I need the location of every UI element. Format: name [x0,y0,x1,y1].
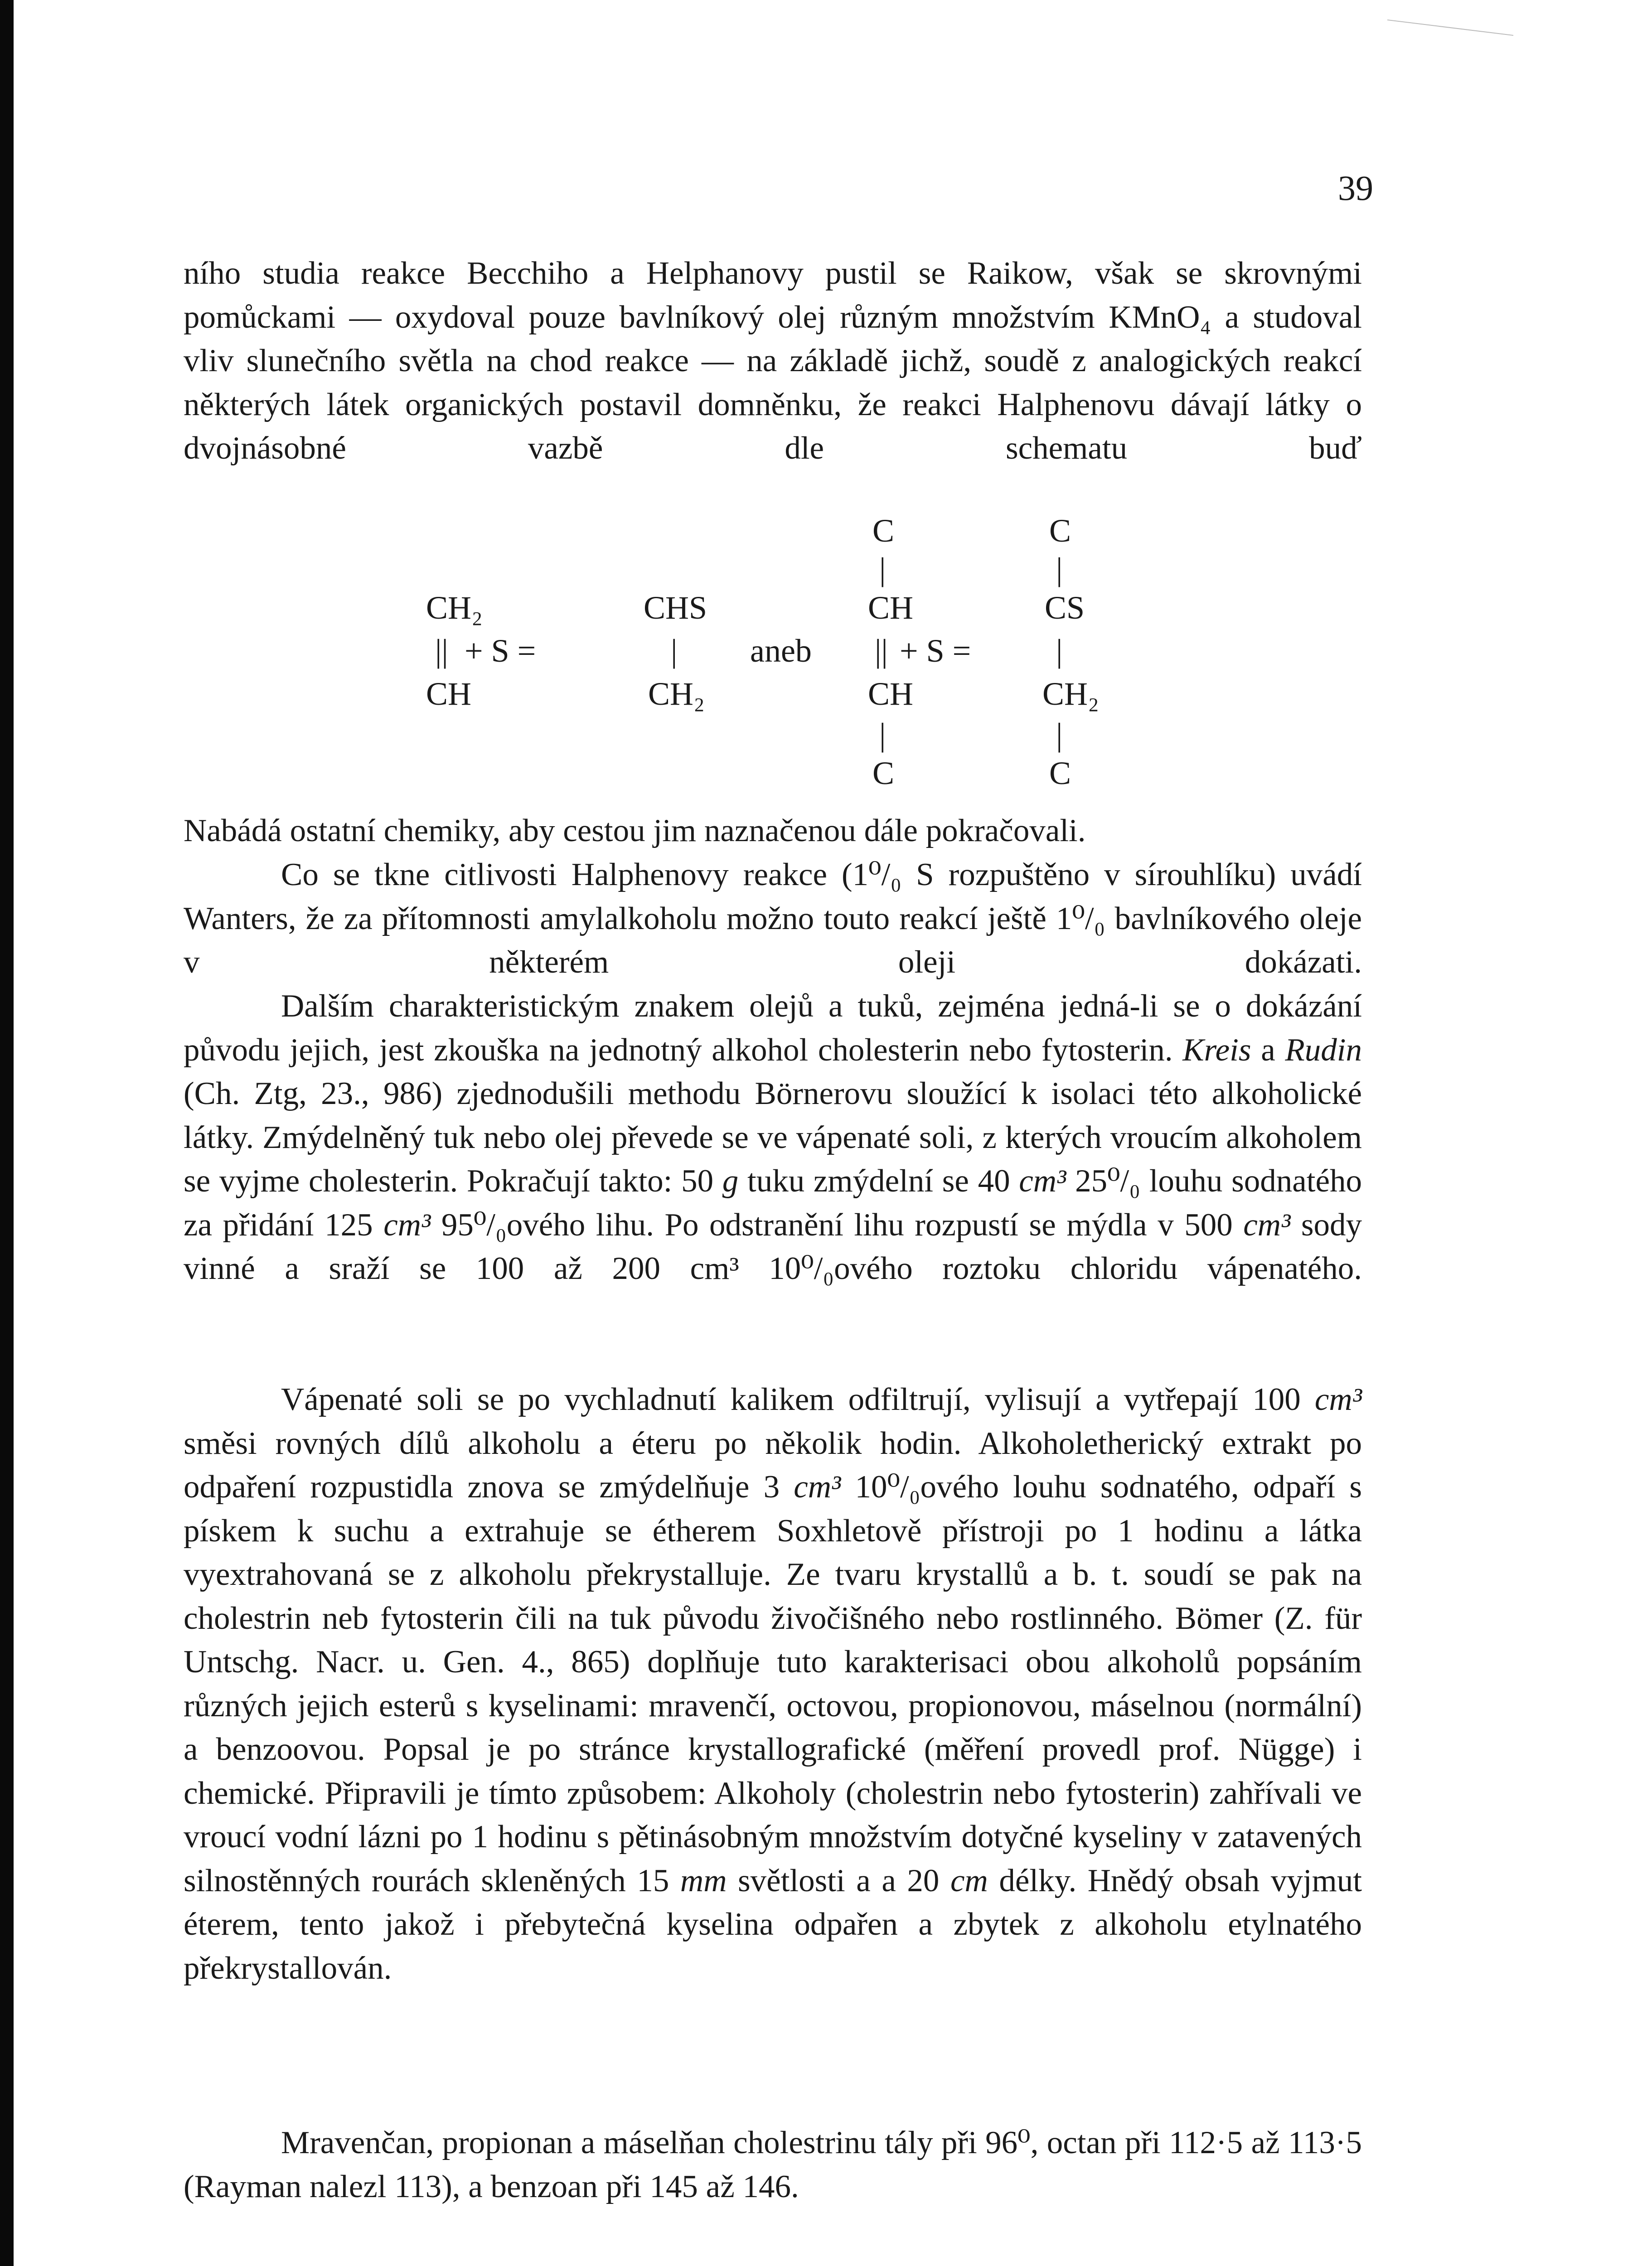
page-number: 39 [1338,168,1373,208]
formula-right-operator: + S = [900,633,971,669]
author-rudin: Rudin [1285,1032,1362,1068]
formula-left-operator: + S = [465,633,536,669]
p4-text-a: Dalším charakteristickým znakem olejů a tuků, zejména jedná-li se o dokázání původu jejich, jest zkouška na jednotný alkohol cholesterin nebo fytosterin. [184,988,1362,1068]
p5-unit-cm-1: cm³ [1314,1382,1362,1417]
formula-left-bond: || [435,633,448,669]
formula-right-bond: || [875,633,888,669]
scan-artifact [1387,19,1513,36]
formula-right-top: CH [868,590,914,626]
formula-left-product-bond: | [671,633,678,669]
formula-right-product-pipe-bottom: | [1056,717,1063,753]
formula-right-c-bottom: C [872,755,895,791]
formula-right-c-top: C [872,513,895,549]
formula-right-product-c-top: C [1049,513,1071,549]
p5-text-d: světlosti a a 20 [738,1863,940,1898]
formula-right-pipe-top: | [879,551,886,587]
p5-unit-cm-3: cm [950,1863,988,1898]
p4-text-c: tuku zmýdelní se 40 [747,1163,1010,1199]
p4-conj: a [1261,1032,1275,1068]
p5-text-b: směsi rovných dílů alkoholu a éteru po několik hodin. Alkoholetherický extrakt po odpaření rozpustidla znova se zmýdelňuje 3 [184,1425,1362,1505]
formula-right-product-c-bottom: C [1049,755,1071,791]
formula-right-bottom: CH [868,676,914,712]
paragraph-5 [184,1378,1362,1990]
paragraph-3: Co se tkne citlivosti Halphenovy reakce (1⁰/₀ S rozpuštěno v sírouhlíku) uvádí Wanters, že za přítomnosti amylalkoholu možno touto reakcí ještě 1⁰/₀ bavlníkového oleje v některém oleji dokázati. [184,857,1362,980]
formula-right-product-pipe-top: | [1056,551,1063,587]
p4-text-b: (Ch. Ztg, 23., 986) zjednodušili methodu Börnerovu sloužící k isolaci této alkoholické látky. Zmýdelněný tuk nebo olej převede se ve vápenaté soli, z kterých vroucím alkoholem se vyjme cholesterin. Pokračují takto: 50 [184,1076,1362,1199]
p4-text-d: 25⁰/₀ louhu sodnatého za přidání 125 [184,1163,1362,1243]
chemical-scheme [426,513,1151,791]
scan-left-edge [0,0,14,2266]
formula-right-product-bottom: CH₂ [1042,676,1100,712]
formula-left-bottom: CH [426,676,472,712]
p4-unit-g: g [722,1163,739,1199]
p5-text-c: 10⁰/₀ového louhu sodnatého, odpaří s pískem k suchu a extrahuje se étherem Soxhletově přístroji po 1 hodinu a látka vyextrahovaná se z alkoholu překrystalluje. Ze tvaru krystallů a b. t. soudí se pak na cholestrin neb fytosterin čili na tuk původu živočišného nebo rostlinného. Bömer (Z. für Untschg. Nacr. u. Gen. 4., 865) doplňuje tuto karakterisaci obou alkoholů popsáním různých jejich esterů s kyselinami: mravenčí, octovou, propionovou, máselnou (normální) a benzoovou. Popsal je po stránce krystallografické (měření provedl prof. Nügge) i chemické. Připravili je tímto způsobem: Alkoholy (cholestrin nebo fytosterin) zahřívali ve vroucí vodní lázni po 1 hodinu s pětinásobným množstvím dotyčné kyseliny v zatavených silnostěnných rourách skleněných 15 [184,1469,1362,1898]
formula-left-product-bottom: CH₂ [648,676,705,712]
p5-text-a: Vápenaté soli se po vychladnutí kalikem odfiltrují, vylisují a vytřepají 100 [281,1382,1301,1417]
formula-left-top: CH₂ [426,590,483,626]
p4-unit-cm-3: cm³ [1243,1207,1291,1243]
p5-text-e: délky. Hnědý obsah vyjmut éterem, tento jakož i přebytečná kyselina odpařen a zbytek z alkoholu etylnatého překrystallován. [184,1863,1362,1986]
formula-right-product-top: CS [1045,590,1085,626]
p5-unit-mm: mm [680,1863,727,1898]
paragraph-1: ního studia reakce Becchiho a Helphanovy pustil se Raikow, však se skrovnými pomůckami — oxydoval pouze bavlníkový olej různým množstvím KMnO₄ a studoval vliv slunečního světla na chod reakce — na základě jichž, soudě z analogických reakcí některých látek organických postavil domněnku, že reakci Halphenovu dávají látky o dvojnásobné vazbě dle schematu buď [184,256,1362,466]
p4-unit-cm-2: cm³ [383,1207,431,1243]
formula-right-product-bond: | [1056,633,1063,669]
author-kreis: Kreis [1182,1032,1251,1068]
formula-left-product-top: CHS [644,590,707,626]
p4-text-e: 95⁰/₀ového lihu. Po odstranění lihu rozpustí se mýdla v 500 [441,1207,1233,1243]
paragraph-4 [184,984,1362,1291]
paragraph-6: Mravenčan, propionan a máselňan cholestrinu tály při 96⁰, octan při 112·5 až 113·5 (Rayman nalezl 113), a benzoan při 145 až 146. [184,2125,1362,2204]
formula-right-pipe-bottom: | [879,717,886,753]
paragraph-2: Nabádá ostatní chemiky, aby cestou jim naznačenou dále pokračovali. [184,813,1086,848]
p5-unit-cm-2: cm³ [794,1469,841,1505]
formula-connector: aneb [750,633,812,669]
p4-text-f: sody vinné a sraží se 100 až 200 cm³ 10⁰/₀ového roztoku chloridu vápenatého. [184,1207,1362,1286]
p4-unit-cm-1: cm³ [1019,1163,1066,1199]
